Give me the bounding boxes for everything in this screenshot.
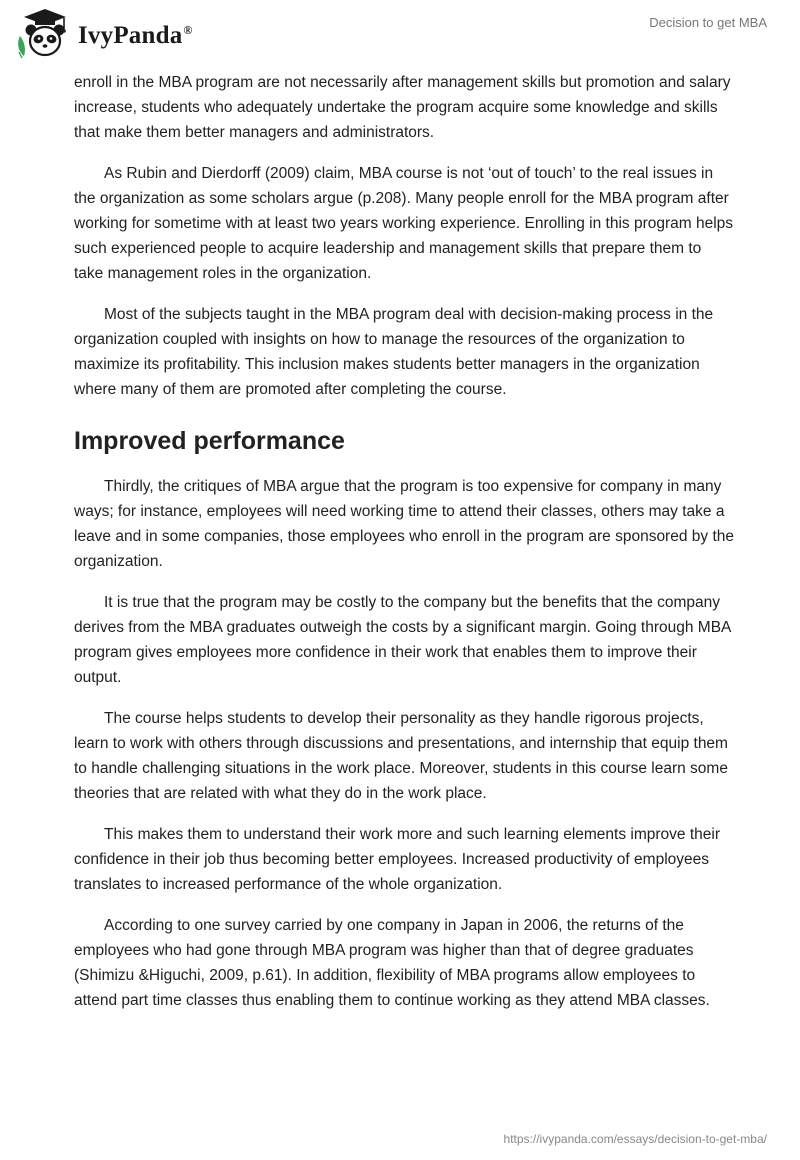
panda-graduate-logo-icon [14, 6, 76, 62]
paragraph: This makes them to understand their work more and such learning elements improve their confidence in their job thus becoming better employees. Increased productivity of employees translates to increased performance of the whole organization. [74, 826, 720, 893]
registered-mark: ® [183, 22, 193, 37]
paragraph: Most of the subjects taught in the MBA program deal with decision-making process in the organization coupled with insights on how to manage the resources of the organization to maximize its profitability. This inclusion makes students better managers in the organization where many of them are promoted after completing the course. [74, 306, 714, 398]
brand-name: IvyPanda® [78, 22, 193, 49]
section-heading: Improved performance [74, 427, 345, 455]
essay-body [74, 70, 734, 1029]
document-title: Decision to get MBA [649, 15, 767, 30]
page-header [0, 0, 800, 70]
paragraph: As Rubin and Dierdorff (2009) claim, MBA course is not ‘out of touch’ to the real issues in the organization as some scholars argue (p.208). Many people enroll for the MBA program after working for sometime with at least two years working experience. Enrolling in this program helps such experienced people to acquire leadership and management skills that prepare them to take management roles in the organization. [74, 165, 734, 282]
source-url-link[interactable]: https://ivypanda.com/essays/decision-to-get-mba/ [503, 1132, 767, 1146]
paragraph: According to one survey carried by one company in Japan in 2006, the returns of the employees who had gone through MBA program was higher than that of degree graduates (Shimizu &Higuchi, 2009, p.61). In addition, flexibility of MBA programs allow employees to attend part time classes thus enabling them to continue working as they attend MBA classes. [74, 917, 710, 1009]
ivypanda-logo[interactable] [14, 6, 193, 62]
paragraph: It is true that the program may be costly to the company but the benefits that the company derives from the MBA graduates outweigh the costs by a significant margin. Going through MBA program gives employees more confidence in their work that enables them to improve their output. [74, 594, 731, 686]
paragraph: Thirdly, the critiques of MBA argue that the program is too expensive for company in many ways; for instance, employees will need working time to attend their classes, others may take a leave and in some companies, those employees who enroll in the program are sponsored by the organization. [74, 478, 734, 570]
paragraph: The course helps students to develop their personality as they handle rigorous projects, learn to work with others through discussions and presentations, and internship that equip them to handle challenging situations in the work place. Moreover, students in this course learn some theories that are related with what they do in the work place. [74, 710, 728, 802]
paragraph: enroll in the MBA program are not necessarily after management skills but promotion and salary increase, students who adequately undertake the program acquire some knowledge and skills that make them better managers and administrators. [74, 74, 731, 141]
